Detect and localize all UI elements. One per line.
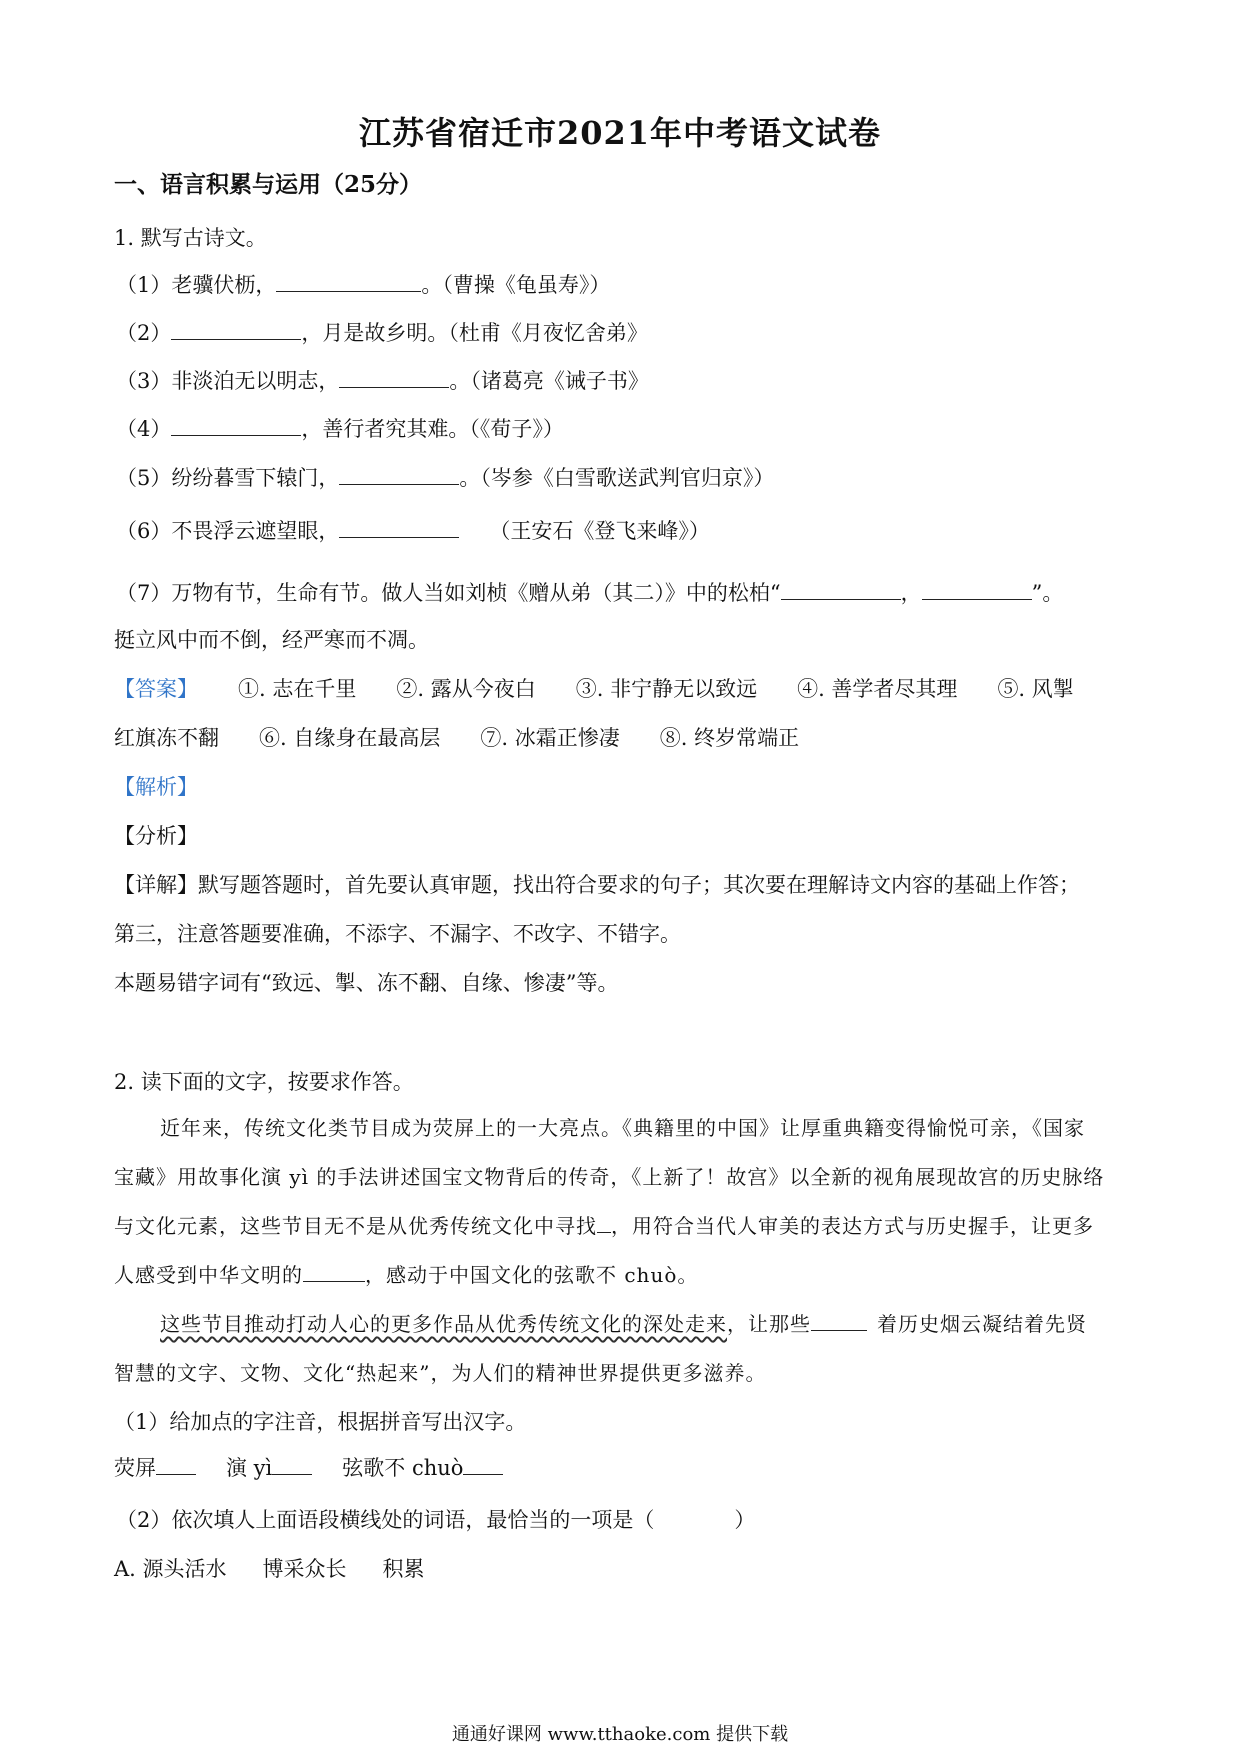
q2-passage-line-1: 近年来，传统文化类节目成为荧屏上的一大亮点。《典籍里的中国》让厚重典籍变得愉悦可亲，《国家 [160,1116,1085,1140]
q2-passage-line-6: 智慧的文字、文物、文化“热起来”，为人们的精神世界提供更多滋养。 [114,1361,767,1385]
answer-blank[interactable] [922,579,1032,600]
detail-line-1: 【详解】默写题答题时，首先要认真审题，找出符合要求的句子；其次要在理解诗文内容的基础上作答； [114,873,1080,897]
q1-item-2: （2） ，月是故乡明。（杜甫《月夜忆舍弟》 [116,321,648,345]
page-title: 江苏省宿迁市2021年中考语文试卷 [358,114,882,152]
answer-blank[interactable] [171,319,301,340]
answer-blank[interactable] [781,579,901,600]
answer-blank[interactable] [339,517,459,538]
answer-blank[interactable] [339,464,459,485]
answer-label: 【答案】 [114,677,198,701]
q2-option-a[interactable]: A. 源头活水 博采众长 积累 [114,1557,425,1581]
q1-item-7-cont: 挺立风中而不倒，经严寒而不凋。 [114,628,429,652]
answer-blank[interactable] [303,1261,365,1282]
q1-item-5: （5）纷纷暮雪下辕门， 。（岑参《白雪歌送武判官归京》） [116,466,775,490]
q2-stem: 2. 读下面的文字，按要求作答。 [114,1070,414,1094]
q2-passage-line-3: 与文化元素，这些节目无不是从优秀传统文化中寻找 ，用符合当代人审美的表达方式与历史握手，让更多 [114,1214,1094,1238]
analysis-label: 【解析】 [114,775,198,799]
q1-item-6: （6）不畏浮云遮望眼， （王安石《登飞来峰》） [116,519,710,543]
q1-item-4: （4） ，善行者究其难。（《荀子》） [116,417,564,441]
q2-passage-line-4: 人感受到中华文明的 ，感动于中国文化的弦歌不 chuò。 [114,1263,699,1287]
answer-blank[interactable] [276,271,421,292]
q2-passage-line-2: 宝藏》用故事化演 yì 的手法讲述国宝文物背后的传奇，《上新了！故宫》以全新的视角展现故宫的历史脉络 [114,1165,1105,1189]
q1-item-7: （7）万物有节，生命有节。做人当如刘桢《赠从弟（其二）》中的松柏“ ， ”。 [116,581,1064,605]
answer-blank[interactable] [171,415,301,436]
answer-blank[interactable] [597,1212,611,1233]
footer-credit: 通通好课网 www.tthaoke.com 提供下载 [451,1724,789,1745]
answer-blank[interactable] [811,1310,867,1331]
detail-line-2: 第三，注意答题要准确，不添字、不漏字、不改字、不错字。 [114,922,681,946]
section-heading: 一、语言积累与运用（25分） [114,171,423,198]
detail-line-3: 本题易错字词有“致远、掣、冻不翻、自缘、惨凄”等。 [114,971,619,995]
answer-line-1: 【答案】 ①. 志在千里 ②. 露从今夜白 ③. 非宁静无以致远 ④. 善学者尽其理 ⑤. 风掣 [114,677,1074,701]
wavy-underlined-sentence: 这些节目推动打动人心的更多作品从优秀传统文化的深处走来 [160,1312,727,1336]
fenxi-label: 【分析】 [114,824,198,848]
answer-blank[interactable] [156,1454,196,1475]
q1-stem: 1. 默写古诗文。 [114,226,267,250]
q2-sub1-items: 荧屏 演 yì 弦歌不 chuò [114,1452,503,1482]
answer-blank[interactable] [272,1454,312,1475]
q2-sub2: （2）依次填人上面语段横线处的词语，最恰当的一项是（ ） [116,1508,756,1532]
q1-item-3: （3）非淡泊无以明志， 。（诸葛亮《诫子书》 [116,369,649,393]
answer-line-2: 红旗冻不翻 ⑥. 自缘身在最高层 ⑦. 冰霜正惨凄 ⑧. 终岁常端正 [114,726,800,750]
q2-sub1: （1）给加点的字注音，根据拼音写出汉字。 [114,1410,527,1434]
answer-blank[interactable] [463,1454,503,1475]
q1-item-1: （1）老骥伏枥， 。（曹操《龟虽寿》） [116,273,611,297]
q2-passage-line-5: 这些节目推动打动人心的更多作品从优秀传统文化的深处走来，让那些 着历史烟云凝结着先贤 [160,1312,1087,1336]
answer-blank[interactable] [339,367,449,388]
